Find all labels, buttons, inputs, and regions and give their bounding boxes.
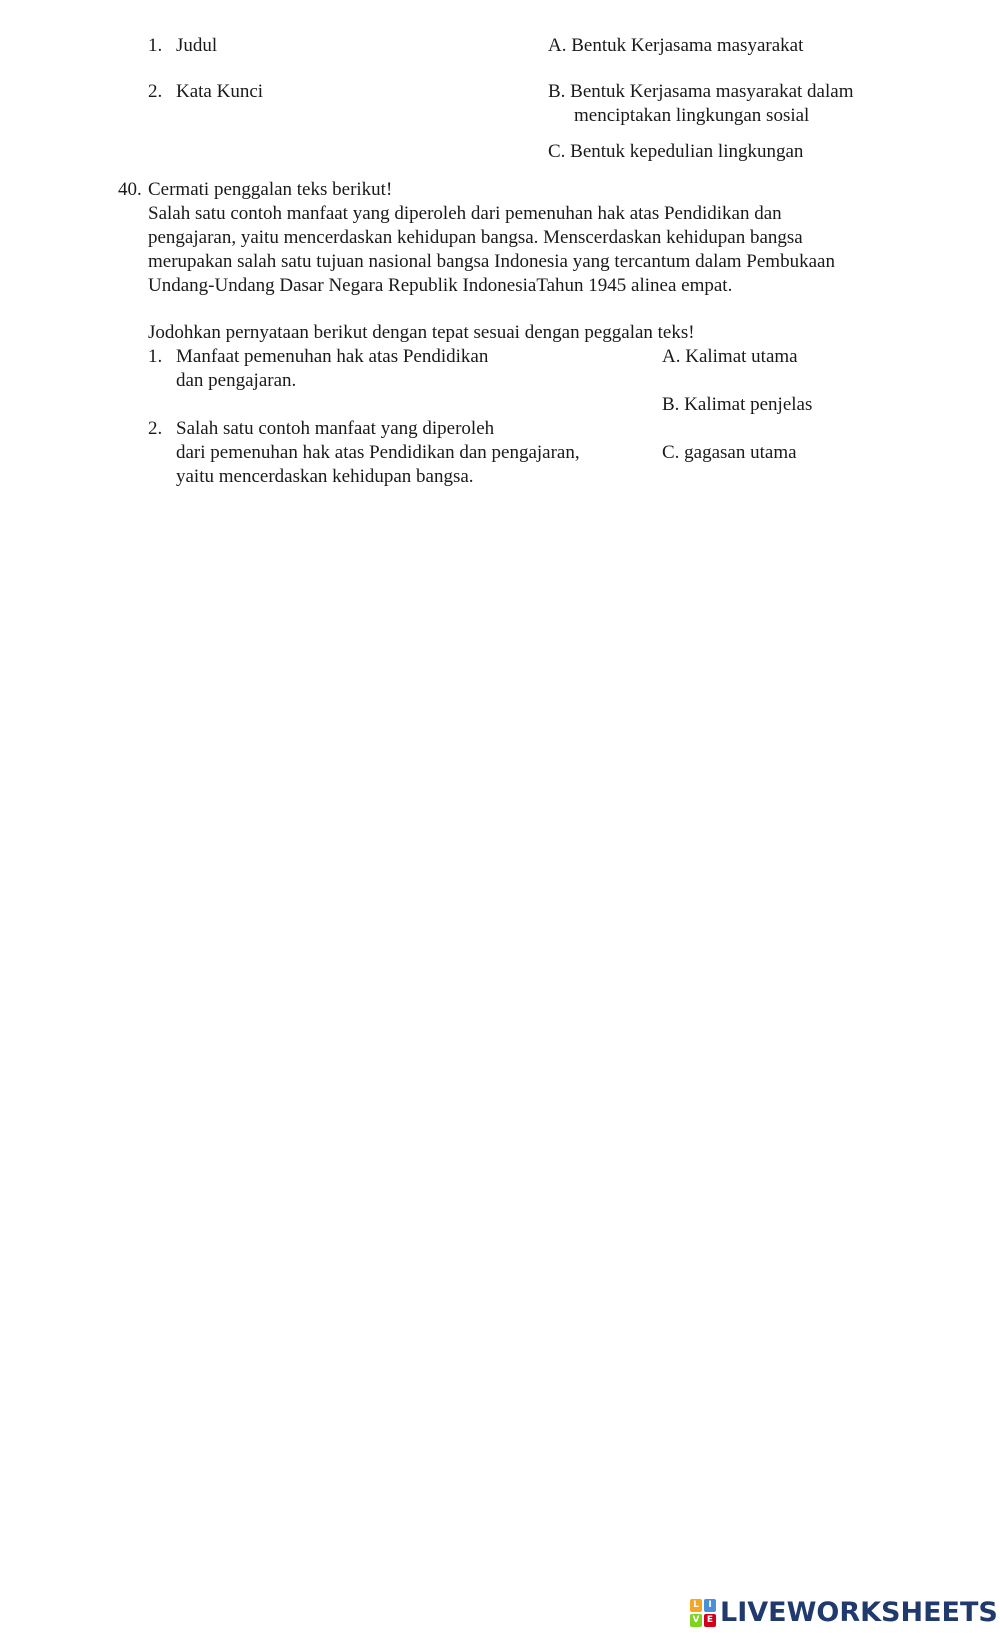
- q40-statement-2-number: 2.: [148, 418, 163, 439]
- q39-option-b-line2: menciptakan lingkungan sosial: [574, 105, 810, 126]
- q39-item-1-number: 1.: [148, 35, 163, 56]
- liveworksheets-logo-text: LIVEWORKSHEETS: [720, 1597, 998, 1628]
- q40-option-a[interactable]: A. Kalimat utama: [662, 346, 798, 367]
- q40-instruction: Jodohkan pernyataan berikut dengan tepat sesuai dengan peggalan teks!: [148, 322, 695, 343]
- q40-number: 40.: [118, 179, 142, 200]
- q39-item-2-text: Kata Kunci: [176, 81, 264, 102]
- q39-option-c: C. Bentuk kepedulian lingkungan: [548, 141, 804, 162]
- q40-prompt: Cermati penggalan teks berikut!: [148, 179, 393, 200]
- logo-tile: L: [690, 1599, 702, 1612]
- q39-option-b-line1: B. Bentuk Kerjasama masyarakat dalam: [548, 81, 854, 102]
- q39-item-1-text: Judul: [176, 35, 218, 56]
- q40-option-b[interactable]: B. Kalimat penjelas: [662, 394, 813, 415]
- logo-tile: I: [704, 1599, 716, 1612]
- q40-statement-1-line: Manfaat pemenuhan hak atas Pendidikan: [176, 346, 489, 367]
- q40-option-c[interactable]: C. gagasan utama: [662, 442, 797, 463]
- q40-passage-line: merupakan salah satu tujuan nasional bangsa Indonesia yang tercantum dalam Pembukaan: [148, 251, 835, 272]
- q40-passage-line: pengajaran, yaitu mencerdaskan kehidupan bangsa. Menscerdaskan kehidupan bangsa: [148, 227, 803, 248]
- q40-passage-line: Salah satu contoh manfaat yang diperoleh dari pemenuhan hak atas Pendidikan dan: [148, 203, 782, 224]
- q40-statement-1-line: dan pengajaran.: [176, 370, 297, 391]
- logo-tile: E: [704, 1614, 716, 1627]
- q40-statement-2-line: yaitu mencerdaskan kehidupan bangsa.: [176, 466, 474, 487]
- q40-statement-2-line: dari pemenuhan hak atas Pendidikan dan pengajaran,: [176, 442, 580, 463]
- liveworksheets-logo: [690, 1596, 998, 1630]
- q40-statement-2-line: Salah satu contoh manfaat yang diperoleh: [176, 418, 495, 439]
- q40-statement-1-number: 1.: [148, 346, 163, 367]
- liveworksheets-logo-icon: [690, 1599, 716, 1627]
- q39-option-a: A. Bentuk Kerjasama masyarakat: [548, 35, 804, 56]
- logo-tile: V: [690, 1614, 702, 1627]
- q40-passage-line: Undang-Undang Dasar Negara Republik IndonesiaTahun 1945 alinea empat.: [148, 275, 733, 296]
- q39-item-2-number: 2.: [148, 81, 163, 102]
